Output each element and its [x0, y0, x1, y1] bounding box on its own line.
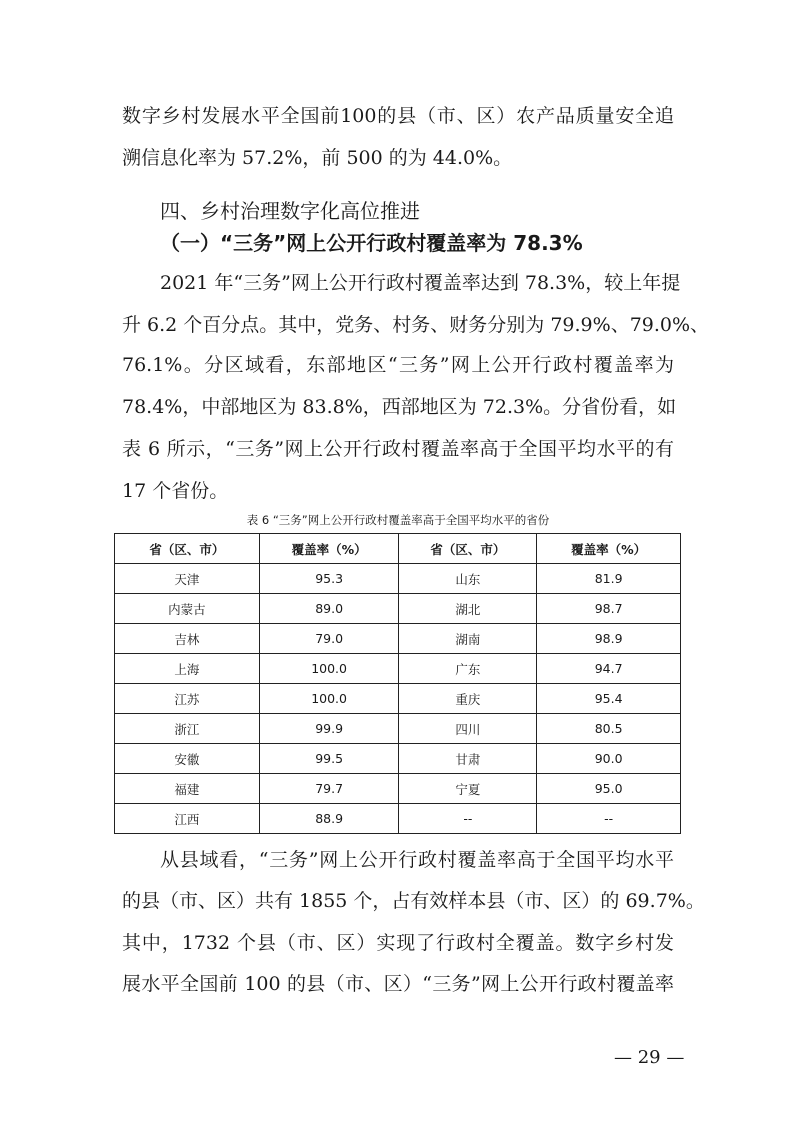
body-line: 升 6.2 个百分点。其中，党务、村务、财务分别为 79.9%、79.0%、: [122, 314, 710, 336]
coverage-cell: 79.7: [259, 774, 399, 804]
coverage-cell: 79.0: [259, 624, 399, 654]
table-header-row: [115, 534, 681, 564]
province-cell: 山东: [399, 564, 537, 594]
coverage-cell: --: [537, 804, 681, 834]
body-line: 2021 年“三务”网上公开行政村覆盖率达到 78.3%，较上年提: [160, 272, 681, 294]
coverage-cell: 90.0: [537, 744, 681, 774]
body-line: 表 6 所示，“三务”网上公开行政村覆盖率高于全国平均水平的有: [122, 438, 674, 460]
province-cell: 甘肃: [399, 744, 537, 774]
body-line: 78.4%，中部地区为 83.8%，西部地区为 72.3%。分省份看，如: [122, 396, 677, 418]
province-cell: 天津: [115, 564, 260, 594]
table-row: [115, 684, 681, 714]
coverage-cell: 99.9: [259, 714, 399, 744]
province-cell: 内蒙古: [115, 594, 260, 624]
province-cell: 四川: [399, 714, 537, 744]
coverage-cell: 94.7: [537, 654, 681, 684]
body-line: 76.1%。分区域看，东部地区“三务”网上公开行政村覆盖率为: [122, 354, 674, 376]
body-line: 17 个省份。: [122, 480, 229, 502]
coverage-table: [114, 533, 681, 834]
province-cell: 宁夏: [399, 774, 537, 804]
table-row: [115, 774, 681, 804]
table-caption: 表 6 “三务”网上公开行政村覆盖率高于全国平均水平的省份: [246, 513, 550, 527]
header-province: 省（区、市）: [399, 534, 537, 564]
province-cell: --: [399, 804, 537, 834]
province-cell: 江苏: [115, 684, 260, 714]
table-row: [115, 744, 681, 774]
table-row: [115, 564, 681, 594]
header-province: 省（区、市）: [115, 534, 260, 564]
province-cell: 上海: [115, 654, 260, 684]
body-line: 展水平全国前 100 的县（市、区）“三务”网上公开行政村覆盖率: [122, 973, 674, 995]
body-line: 从县域看，“三务”网上公开行政村覆盖率高于全国平均水平: [160, 849, 674, 871]
body-line: 溯信息化率为 57.2%，前 500 的为 44.0%。: [122, 147, 513, 169]
body-line: 其中，1732 个县（市、区）实现了行政村全覆盖。数字乡村发: [122, 932, 674, 954]
coverage-cell: 95.3: [259, 564, 399, 594]
coverage-cell: 100.0: [259, 684, 399, 714]
coverage-cell: 89.0: [259, 594, 399, 624]
coverage-cell: 100.0: [259, 654, 399, 684]
province-cell: 湖南: [399, 624, 537, 654]
coverage-cell: 98.9: [537, 624, 681, 654]
table-row: [115, 624, 681, 654]
section-heading: 四、乡村治理数字化高位推进: [160, 199, 420, 223]
table-row: [115, 714, 681, 744]
province-cell: 福建: [115, 774, 260, 804]
body-line: 数字乡村发展水平全国前100的县（市、区）农产品质量安全追: [122, 105, 674, 127]
header-coverage: 覆盖率（%）: [537, 534, 681, 564]
province-cell: 重庆: [399, 684, 537, 714]
province-cell: 广东: [399, 654, 537, 684]
coverage-cell: 88.9: [259, 804, 399, 834]
coverage-cell: 80.5: [537, 714, 681, 744]
province-cell: 吉林: [115, 624, 260, 654]
coverage-cell: 99.5: [259, 744, 399, 774]
table-row: [115, 804, 681, 834]
coverage-cell: 95.0: [537, 774, 681, 804]
table-row: [115, 654, 681, 684]
coverage-cell: 81.9: [537, 564, 681, 594]
coverage-cell: 95.4: [537, 684, 681, 714]
header-coverage: 覆盖率（%）: [259, 534, 399, 564]
province-cell: 安徽: [115, 744, 260, 774]
coverage-cell: 98.7: [537, 594, 681, 624]
body-line: 的县（市、区）共有 1855 个，占有效样本县（市、区）的 69.7%。: [122, 890, 705, 912]
province-cell: 浙江: [115, 714, 260, 744]
subsection-heading: （一）“三务”网上公开行政村覆盖率为 78.3%: [160, 231, 583, 255]
province-cell: 湖北: [399, 594, 537, 624]
page-number: — 29 —: [614, 1047, 685, 1068]
table-row: [115, 594, 681, 624]
province-cell: 江西: [115, 804, 260, 834]
